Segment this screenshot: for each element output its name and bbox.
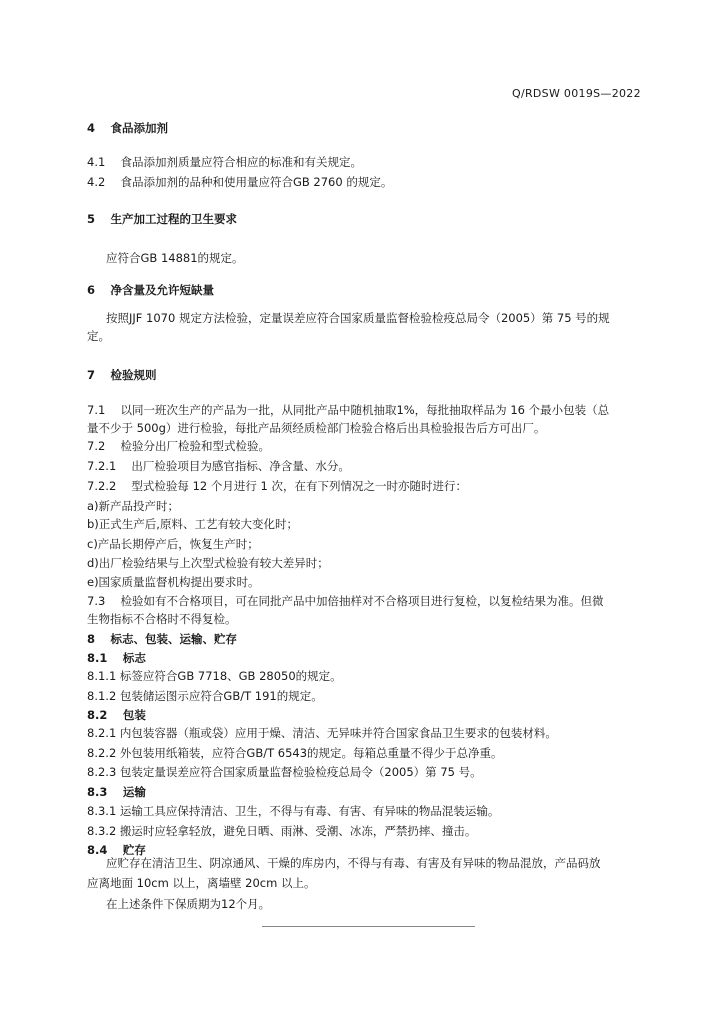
body-line: 在上述条件下保质期为12个月。 [106,897,271,911]
body-line: 8.3.1 运输工具应保持清洁、卫生，不得与有毒、有害、有异味的物品混装运输。 [87,804,500,818]
end-rule [262,926,475,927]
body-line: 生物指标不合格时不得复检。 [87,612,237,626]
body-line: 8.1.1 标签应符合GB 7718、GB 28050的规定。 [87,669,342,683]
body-line: 4.2 食品添加剂的品种和使用量应符合GB 2760 的规定。 [87,175,393,189]
body-line: 应符合GB 14881的规定。 [106,251,244,265]
section-heading: 4 食品添加剂 [87,121,169,135]
body-line: 7.2.2 型式检验每 12 个月进行 1 次，在有下列情况之一时亦随时进行： [87,479,467,493]
subsection-heading: 8.3 运输 [87,785,146,799]
subsection-heading: 8.1 标志 [87,651,146,665]
section-heading: 8 标志、包装、运输、贮存 [87,632,238,646]
body-line: 8.1.2 包装储运图示应符合GB/T 191的规定。 [87,689,323,703]
body-line: 7.3 检验如有不合格项目，可在同批产品中加倍抽样对不合格项目进行复检，以复检结果为准。但微 [87,594,604,608]
body-line: 应贮存在清洁卫生、阴凉通风、干燥的库房内，不得与有毒、有害及有异味的物品混放，产品码放 [106,856,601,870]
section-heading: 6 净含量及允许短缺量 [87,283,215,297]
body-line: 7.1 以同一班次生产的产品为一批，从同批产品中随机抽取1%，每批抽取样品为 16 个最小包装（总 [87,403,610,417]
body-line: e)国家质量监督机构提出要求时。 [87,575,260,589]
body-line: d)出厂检验结果与上次型式检验有较大差异时； [87,556,329,570]
document-code-header: Q/RDSW 0019S—2022 [512,87,641,100]
body-line: 8.3.2 搬运时应轻拿轻放，避免日晒、雨淋、受潮、冰冻，严禁扔摔、撞击。 [87,824,477,838]
body-line: 8.2.3 包装定量误差应符合国家质量监督检验检疫总局令（2005）第 75 号。 [87,765,482,779]
body-line: a)新产品投产时； [87,499,180,513]
subsection-heading: 8.4 贮存 [87,843,146,857]
body-line: 量不少于 500g）进行检验，每批产品须经质检部门检验合格后出具检验报告后方可出厂。 [87,421,546,435]
subsection-heading: 8.2 包装 [87,708,146,722]
body-line: 按照JJF 1070 规定方法检验，定量误差应符合国家质量监督检验检疫总局令（2005）第 75 号的规 [106,311,610,325]
body-line: 8.2.1 内包装容器（瓶或袋）应用于燥、清洁、无异味并符合国家食品卫生要求的包装材料。 [87,726,557,740]
body-line: 8.2.2 外包装用纸箱装，应符合GB/T 6543的规定。每箱总重量不得少于总净重。 [87,746,503,760]
body-line: 定。 [87,329,110,343]
section-heading: 7 检验规则 [87,368,157,382]
body-line: 应离地面 10cm 以上，离墙壁 20cm 以上。 [87,876,316,890]
body-line: 7.2 检验分出厂检验和型式检验。 [87,439,270,453]
body-line: c)产品长期停产后，恢复生产时； [87,537,259,551]
body-line: 7.2.1 出厂检验项目为感官指标、净含量、水分。 [87,459,350,473]
body-line: 4.1 食品添加剂质量应符合相应的标准和有关规定。 [87,155,362,169]
section-heading: 5 生产加工过程的卫生要求 [87,212,238,226]
body-line: b)正式生产后,原料、工艺有较大变化时； [87,517,298,531]
